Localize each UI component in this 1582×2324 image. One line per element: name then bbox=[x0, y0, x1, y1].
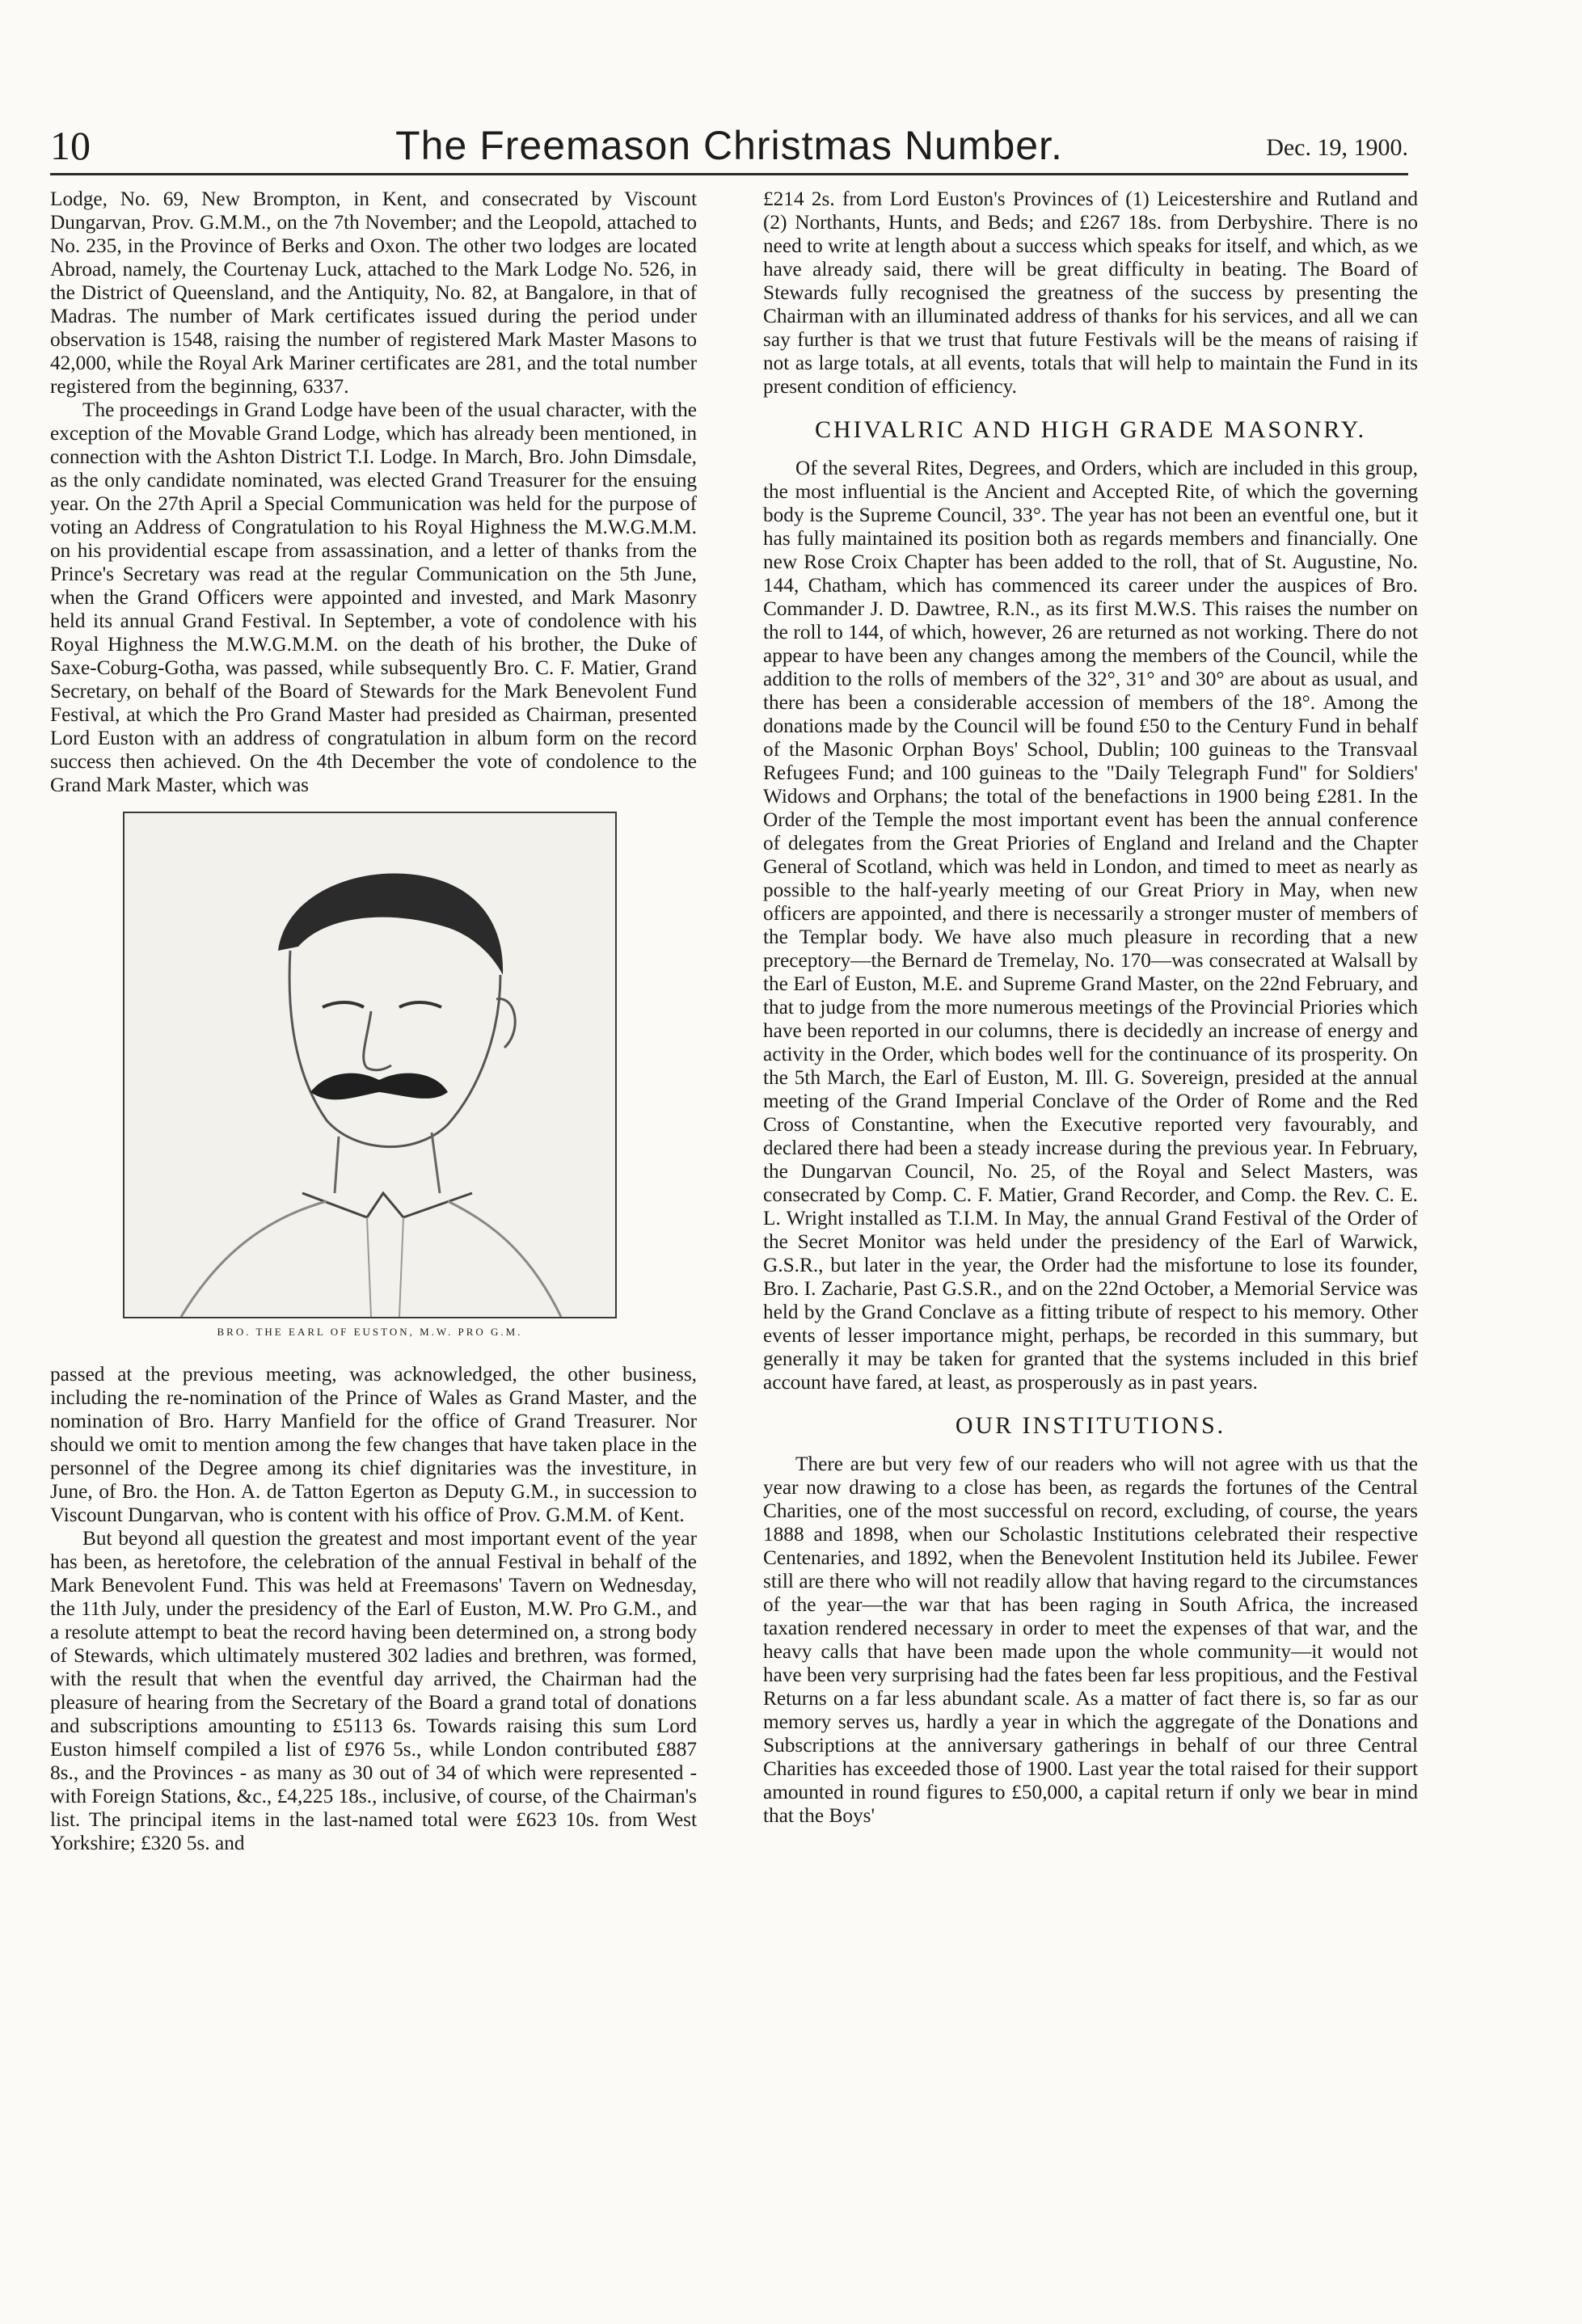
right-paragraph-2: Of the several Rites, Degrees, and Orders, which are included in this group, the most influential is the Ancient and Accepted Rite, of which the governing body is the Supreme Council, 33°. The year has not been an eventful one, but it has fully maintained its position both as regards members and financially. One new Rose Croix Chapter has been added to the roll, that of St. Augustine, No. 144, Chatham, which has commenced its career under the auspices of Bro. Commander J. D. Dawtree, R.N., as its first M.W.S. This raises the number on the roll to 144, of which, however, 26 are returned as not working. There do not appear to have been any changes among the members of the Council, while the addition to the rolls of members of the 32°, 31° and 30° are about as usual, and there has been a considerable accession of members of the 18°. Among the donations made by the Council will be found £50 to the Century Fund in behalf of the Masonic Orphan Boys' School, Dublin; 100 guineas to the Transvaal Refugees Fund; and 100 guineas to the "Daily Telegraph Fund" for Soldiers' Widows and Orphans; the total of the benefactions in 1900 being £281. In the Order of the Temple the most important event has been the annual conference of delegates from the Great Priories of England and Ireland and the Chapter General of Scotland, which was held in London, and timed to meet as nearly as possible to the half-yearly meeting of our Great Priory in May, when new officers are appointed, and there is necessarily a stronger muster of members of the Templar body. We have also much pleasure in recording that a new preceptory—the Bernard de Tremelay, No. 170—was consecrated at Walsall by the Earl of Euston, M.E. and Supreme Grand Master, on the 22nd February, and that to judge from the more numerous meetings of the Provincial Priories which have been reported in our columns, there is decidedly an increase of energy and activity in the Order, which bodes well for the continuance of its prosperity. On the 5th March, the Earl of Euston, M. Ill. G. Sovereign, presided at the annual meeting of the Grand Imperial Conclave of the Order of Rome and the Red Cross of Constantine, when the Executive reported very favourably, and declared there had been a steady increase during the previous year. In February, the Dungarvan Council, No. 25, of the Royal and Select Masters, was consecrated by Comp. C. F. Matier, Grand Recorder, and Comp. the Rev. C. E. L. Wright installed as T.I.M. In May, the annual Grand Festival of the Order of the Secret Monitor was held under the presidency of the Earl of Warwick, G.S.R., but later in the year, the Order had the misfortune to lose its founder, Bro. I. Zacharie, Past G.S.R., and on the 22nd October, a Memorial Service was held by the Grand Conclave as a fitting tribute of respect to his memory. Other events of lesser importance might, perhaps, be recorded in this summary, but generally it may be taken for granted that the systems included in this brief account have fared, at least, as prosperously as in past years. bbox=[763, 457, 1418, 1394]
masthead-title: The Freemason Christmas Number. bbox=[395, 123, 1063, 168]
page-number: 10 bbox=[50, 123, 91, 168]
portrait-figure bbox=[50, 812, 697, 1352]
portrait-caption: BRO. THE EARL OF EUSTON, M.W. PRO G.M. bbox=[217, 1326, 523, 1338]
left-paragraph-3: passed at the previous meeting, was acknowledged, the other business, including the re-nomination of the Prince of Wales as Grand Master, and the nomination of Bro. Harry Manfield for the office of Grand Treasurer. Nor should we omit to mention among the few changes that have taken place in the personnel of the Degree among its chief dignitaries was the investiture, in June, of Bro. the Hon. A. de Tatton Egerton as Deputy G.M., in succession to Viscount Dungarvan, who is content with his office of Prov. G.M.M. of Kent. bbox=[50, 1363, 697, 1526]
page-header bbox=[50, 121, 1408, 170]
left-paragraph-1: Lodge, No. 69, New Brompton, in Kent, and consecrated by Viscount Dungarvan, Prov. G.M.M., on the 7th November; and the Leopold, attached to No. 235, in the Province of Berks and Oxon. The other two lodges are located Abroad, namely, the Courtenay Luck, attached to the Mark Lodge No. 526, in the District of Queensland, and the Antiquity, No. 82, at Bangalore, in that of Madras. The number of Mark certificates issued during the period under observation is 1548, raising the number of registered Mark Master Masons to 42,000, while the Royal Ark Mariner certificates are 281, and the total number registered from the beginning, 6337. bbox=[50, 188, 697, 398]
right-column bbox=[763, 188, 1418, 1828]
left-column bbox=[50, 188, 697, 1855]
right-paragraph-3: There are but very few of our readers who will not agree with us that the year now drawing to a close has been, as regards the fortunes of the Central Charities, one of the most successful on record, excluding, of course, the years 1888 and 1898, when our Scholastic Institutions celebrated their respective Centenaries, and 1892, when the Benevolent Institution held its Jubilee. Fewer still are there who will not readily allow that having regard to the circumstances of the year—the war that has been raging in South Africa, the increased taxation rendered necessary in order to meet the expenses of that war, and the heavy calls that have been made upon the whole community—it would not have been very surprising had the fates been far less propitious, and the Festival Returns on a far less abundant scale. As a matter of fact there is, so far as our memory serves us, hardly a year in which the aggregate of the Donations and Subscriptions at the anniversary gatherings in behalf of our three Central Charities has exceeded those of 1900. Last year the total raised for their support amounted in round figures to £50,000, a capital return if only we bear in mind that the Boys' bbox=[763, 1453, 1418, 1827]
header-rule bbox=[50, 173, 1408, 175]
section-heading-institutions: OUR INSTITUTIONS. bbox=[955, 1412, 1226, 1439]
portrait-image bbox=[123, 812, 617, 1318]
section-heading-chivalric: CHIVALRIC AND HIGH GRADE MASONRY. bbox=[814, 416, 1367, 443]
right-paragraph-1: £214 2s. from Lord Euston's Provinces of (1) Leicestershire and Rutland and (2) Northants, Hunts, and Beds; and £267 18s. from Derbyshire. There is no need to write at length about a success which speaks for itself, and which, as we have already said, there will be great difficulty in beating. The Board of Stewards fully recognised the greatness of the success by presenting the Chairman with an illuminated address of thanks for his services, and all we can say further is that we trust that future Festivals will be the means of raising if not as large totals, at all events, totals that will help to maintain the Fund in its present condition of efficiency. bbox=[763, 188, 1418, 398]
left-paragraph-2: The proceedings in Grand Lodge have been of the usual character, with the exception of the Movable Grand Lodge, which has already been mentioned, in connection with the Ashton District T.I. Lodge. In March, Bro. John Dimsdale, as the only candidate nominated, was elected Grand Treasurer for the ensuing year. On the 27th April a Special Communication was held for the purpose of voting an Address of Congratulation to his Royal Highness the M.W.G.M.M. on his providential escape from assassination, and a letter of thanks from the Prince's Secretary was read at the regular Communication on the 5th June, when the Grand Officers were appointed and invested, and Mark Masonry held its annual Grand Festival. In September, a vote of condolence with his Royal Highness the M.W.G.M.M. on the death of his brother, the Duke of Saxe-Coburg-Gotha, was passed, while subsequently Bro. C. F. Matier, Grand Secretary, on behalf of the Board of Stewards for the Mark Benevolent Fund Festival, at which the Pro Grand Master had presided as Chairman, presented Lord Euston with an address of congratulation in album form on the record success then achieved. On the 4th December the vote of condolence to the Grand Mark Master, which was bbox=[50, 399, 697, 796]
left-paragraph-4: But beyond all question the greatest and most important event of the year has been, as heretofore, the celebration of the annual Festival in behalf of the Mark Benevolent Fund. This was held at Freemasons' Tavern on Wednesday, the 11th July, under the presidency of the Earl of Euston, M.W. Pro G.M., and a resolute attempt to beat the record having been determined on, a strong body of Stewards, which ultimately mustered 302 ladies and brethren, was formed, with the result that when the eventful day arrived, the Chairman had the pleasure of hearing from the Secretary of the Board a grand total of donations and subscriptions amounting to £5113 6s. Towards raising this sum Lord Euston himself compiled a list of £976 5s., while London contributed £887 8s., and the Provinces - as many as 30 out of 34 of which were represented - with Foreign Stations, &c., £4,225 18s., inclusive, of course, of the Chairman's list. The principal items in the last-named total were £623 10s. from West Yorkshire; £320 5s. and bbox=[50, 1527, 697, 1854]
portrait-sketch-icon bbox=[124, 813, 615, 1317]
issue-date: Dec. 19, 1900. bbox=[1266, 134, 1408, 161]
